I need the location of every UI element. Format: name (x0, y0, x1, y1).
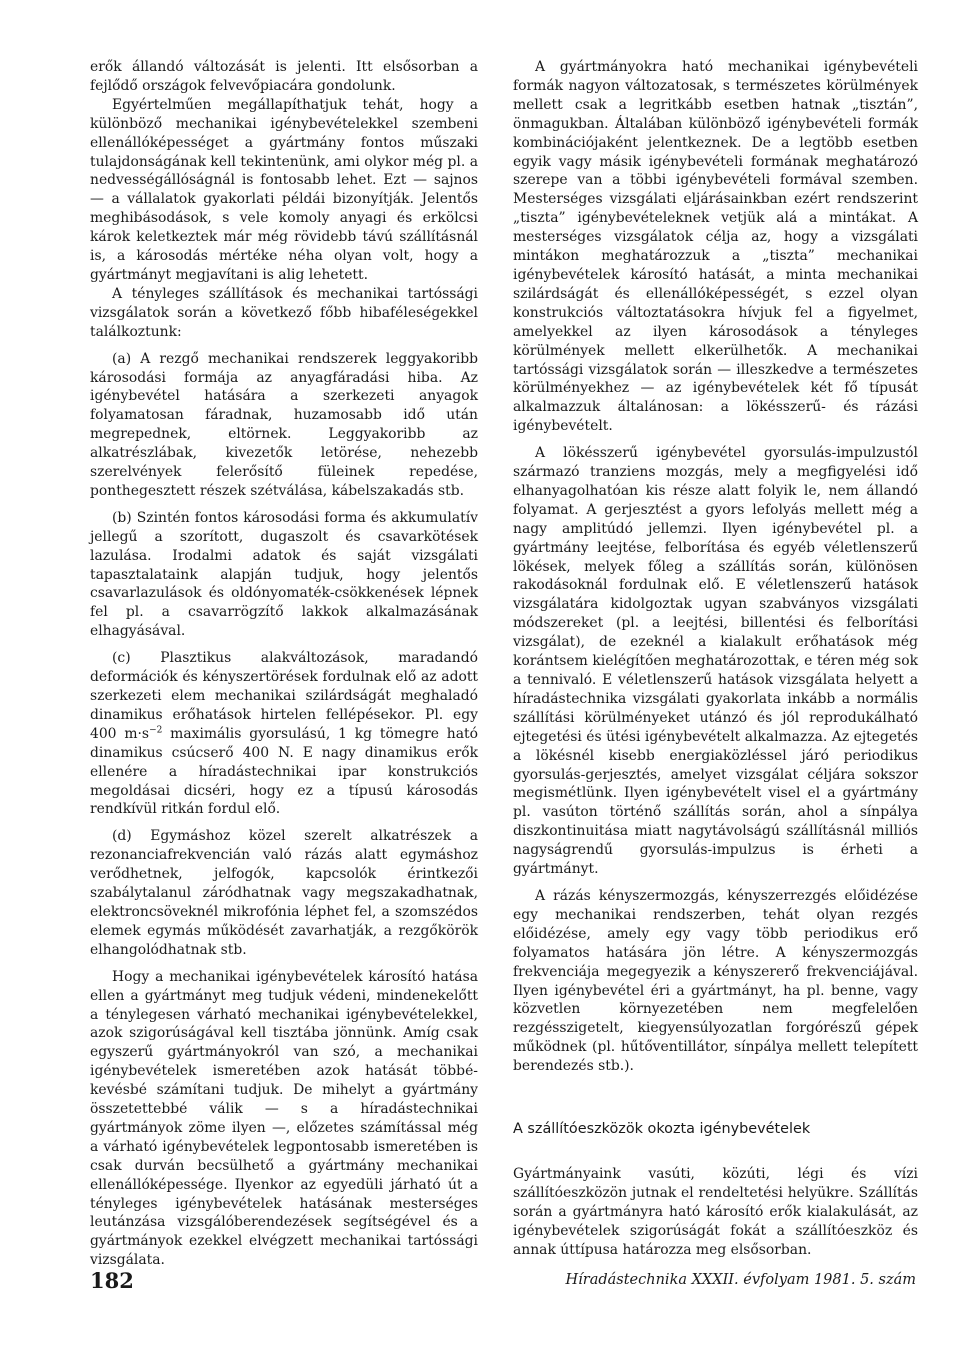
paragraph: A rázás kényszermozgás, kényszerrezgés előidézése egy mechanikai rendszerben, tehát olyan rezgés előidézése, amely egy vagy több periodikus erő folyamatos hatására jön létre. A kényszermozgás frekvenciája megegyezik a kényszererő frekvenciájával. Ilyen igénybevétel éri a gyártmányt, ha pl. benne, vagy közvetlen környezetében nem megfelelően rezgésszigetelt, kiegyensúlyozatlan forgórészű gépek működnek (pl. hűtőventillátor, sínpálya mellett telepített berendezés stb.). (513, 887, 918, 1075)
paragraph: A lökésszerű igénybevétel gyorsulás-impulzustól származó tranziens mozgás, mely a megfigyelési idő elhanyagolhatóan kis része alatt folyik le, nem állandó folyamat. A gerjesztést a gyors lefolyás mellett még a nagy amplitúdó jellemzi. Ilyen igénybevétel pl. a gyártmány leejtése, felborítása és egyéb véletlenszerű lökések, melyek főleg a szállítás során, különösen rakodásoknál fordulnak elő. E véletlenszerű hatások vizsgálatára kidolgoztak ugyan szabványos vizsgálati módszereket (pl. a leejtési, billentési és felborítási vizsgálat), de ezeknél a kialakult erőhatások még korántsem kielégítően meghatározottak, e téren még sok a tennivaló. E véletlenszerű hatások vizsgálata helyett a híradástechnika vizsgálati gyakorlata inkább a normális szállítási körülményeket utánzó és jól reprodukálható ejtegetési és ütési igénybevételt alkalmazza. Az ejtegetés a lökésnél kisebb energiaközléssel járó periodikus gyorsulás-gerjesztés, amelyet vizsgálat céljára sokszor megismétlünk. Ilyen igénybevételt visel el a gyártmány pl. vasúton történő szállítás során, ahol a sínpálya diszkontinuitása miatt nagytávolságú szállításnál milliós nagyságrendű gyorsulás-impulzus is érheti a gyártmányt. (513, 445, 918, 878)
paragraph: (d) Egymáshoz közel szerelt alkatrészek a rezonanciafrekvencián való rázás alatt egymáshoz verődhetnek, jelfogók, kapcsolók érintkezői szabálytalanul záródhatnak vagy megszakadhatnak, elektroncsöveknél mikrofónia léphet fel, a szomszédos elemek egymás működését zavarhatják, a rezgőkörök elhangolódhatnak stb. (90, 828, 478, 958)
journal-footer: Híradástechnika XXXII. évfolyam 1981. 5. szám (565, 1272, 916, 1288)
paragraph: A gyártmányokra ható mechanikai igénybevételi formák nagyon változatosak, s természetes körülmények mellett csak a legritkább esetben hatnak „tisztán”, önmagukban. Általában különböző igénybevételi formák kombinációjaként jelentkeznek. De a legtöbb esetben egyik vagy másik igénybevételi formának meghatározó szerepe van a többi igénybevételi formával szemben. Mesterséges vizsgálati eljárásainkban ezért rendszerint „tiszta” igénybevételeknek vetjük alá a mintákat. A mesterséges vizsgálatok célja az, hogy a vizsgálati mintákon meghatározzuk a „tiszta” mechanikai igénybevételek károsító hatását, a minta mechanikai szilárdságát és ellenállóképességét, s ezzel olyan konstrukciós változtatásokra hívjuk fel a figyelmet, amelyekkel az ilyen károsodások a tényleges körülmények mellett elkerülhetők. A mechanikai tartóssági vizsgálatok során — illeszkedve a természetes körülményekhez — az igénybevételek két fő típusát alkalmazzuk általánosan: a lökésszerű- és rázási igénybevételt. (513, 59, 918, 435)
left-column (90, 58, 478, 1270)
paragraph-text: (c) Plasztikus alakváltozások, maradandó deformációk és kényszertörések fordulnak elő az adott szerkezeti elem mechanikai szilárdságát meghaladó dinamikus erőhatások hirtelen fellépésekor. Pl. egy 400 m·s (90, 650, 478, 742)
section-heading: A szállítóeszközök okozta igénybevételek (513, 1121, 811, 1138)
paragraph: Gyártmányaink vasúti, közúti, légi és vízi szállítóeszközön jutnak el rendeltetési helyükre. Szállítás során a gyártmányra ható károsító erők kialakulását, az igénybevételek szigorúságát fokát a szállítóeszköz és annak úttípusa határozza meg elsősorban. (513, 1165, 918, 1258)
paragraph-text: maximális gyorsulású, 1 kg tömegre ható dinamikus csúcserő 400 N. E nagy dinamikus erők ellenére a híradástechnikai ipar konstrukciós megoldásai dicséri, hogy ez a típusú károsodás rendkívül ritkán fordul elő. (90, 725, 478, 818)
paragraph: Egyértelműen megállapíthatjuk tehát, hogy a különböző mechanikai igénybevételekkel szembeni ellenállóképességet a gyártmány fontos műszaki tulajdonságának kell tekintenünk, ami olykor még pl. a nedvességállóságnál is fontosabb lehet. Ezt — sajnos — a vállalatok gyakorlati példái bizonyítják. Jelentős meghibásodások, s vele komoly anyagi és erkölcsi károk keletkeztek már még rövidebb távú szállításnál is, a károsodás mértéke néha olyan volt, hogy a gyártmányt megjavítani is alig lehetett. (90, 96, 478, 283)
exponent: −2 (149, 725, 163, 736)
paragraph (90, 649, 478, 819)
paragraph: (a) A rezgő mechanikai rendszerek leggyakoribb károsodási formája az anyagfáradási hiba. Az igénybevétel hatására a szerkezeti anyagok folyamatosan fáradnak, huzamosabb idő után megrepednek, eltörnek. Leggyakoribb az alkatrészlábak, kivezetők letörése, nehezebb szerelvények felerősítő füleinek repedése, ponthegesztett részek szétválása, kábelszakadás stb. (90, 350, 478, 499)
right-column (513, 58, 918, 1259)
page-number: 182 (90, 1268, 134, 1293)
paragraph: erők állandó változását is jelenti. Itt elsősorban a fejlődő országok felvevőpiacára gondolunk. (90, 59, 478, 94)
paragraph: (b) Szintén fontos károsodási forma és akkumulatív jellegű a szorított, dugaszolt és csavarkötések lazulása. Irodalmi adatok és saját vizsgálati tapasztalataink alapján tudjuk, hogy jelentős csavarlazulások és oldónyomaték-csökkenések lépnek fel pl. a csavarrögzítő lakkok alkalmazásának elhagyásával. (90, 509, 478, 640)
paragraph: Hogy a mechanikai igénybevételek károsító hatása ellen a gyártmányt meg tudjuk védeni, mindenekelőtt a ténylegesen várható mechanikai igénybevételekkel, azok szigorúságával kell tisztába jönnünk. Amíg csak egyszerű gyártmányokról van szó, a mechanikai igénybevételek ismeretében azok hatását többé-kevésbé számítani tudjuk. De mihelyt a gyártmány összetettebbé válik — s a híradástechnikai gyártmányok zöme ilyen —, előzetes számítással még a várható igénybevételek legpontosabb ismeretében is csak durván becsülhető a gyártmány mechanikai ellenállóképessége. Ilyenkor az egyedüli járható út a tényleges igénybevételek hatásának mesterséges leutánzása vizsgálóberendezések segítségével és a gyártmányok ezekkel elvégzett mechanikai tartóssági vizsgálata. (90, 968, 478, 1269)
paragraph: A tényleges szállítások és mechanikai tartóssági vizsgálatok során a következő főbb hibaféleségekkel találkoztunk: (90, 285, 478, 340)
